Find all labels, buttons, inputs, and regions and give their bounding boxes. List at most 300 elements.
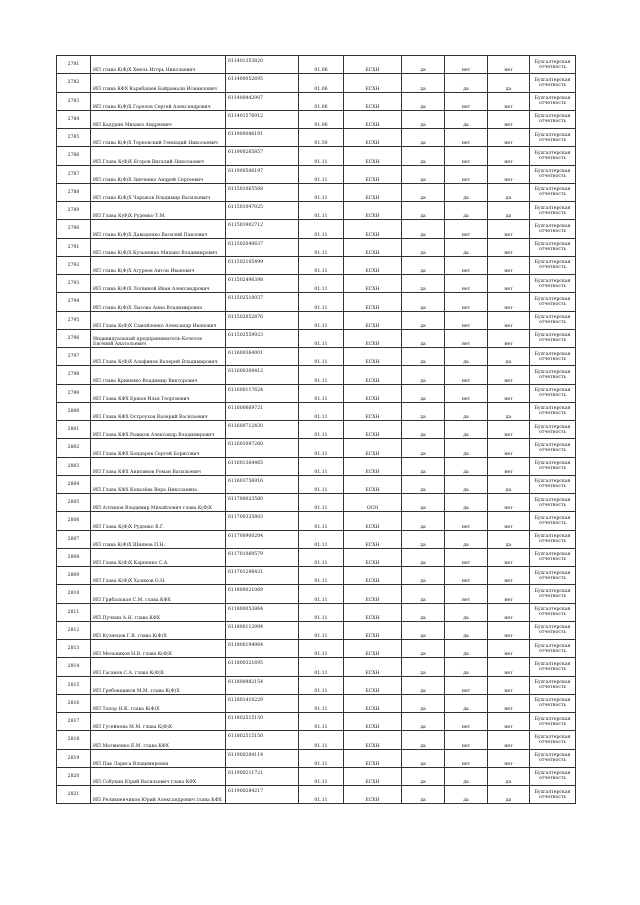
entity-name-cell: ИП глава К(Ф)Х Зинченко Андрей Сергеевич xyxy=(91,165,226,183)
entity-name-cell: ИП глава Кривенко Владимир Викторович xyxy=(91,366,226,384)
flag-3-cell: да xyxy=(488,348,530,366)
inn-number-cell: 611502496398 xyxy=(226,275,299,293)
row-number-cell: 2807 xyxy=(57,530,91,548)
entity-name-cell: ИП глава К(Ф)Х Кузьменко Михаил Владимирович xyxy=(91,238,226,256)
inn-number-cell: 611501065568 xyxy=(226,183,299,201)
row-number-cell: 2802 xyxy=(57,439,91,457)
activity-code-cell: 01.11 xyxy=(299,366,344,384)
inn-number-cell: 611600712430 xyxy=(226,421,299,439)
row-number-cell: 2815 xyxy=(57,676,91,694)
report-type-cell: Бухгалтерская отчетность xyxy=(530,384,576,402)
row-number-cell: 2804 xyxy=(57,475,91,493)
table-row xyxy=(57,767,576,785)
row-number-cell: 2793 xyxy=(57,275,91,293)
row-number-cell: 2819 xyxy=(57,749,91,767)
report-type-cell: Бухгалтерская отчетность xyxy=(530,402,576,420)
flag-2-cell: нет xyxy=(445,129,488,147)
row-number-cell: 2811 xyxy=(57,603,91,621)
flag-2-cell: да xyxy=(445,238,488,256)
table-row xyxy=(57,329,576,347)
inn-number-cell: 611601007260 xyxy=(226,439,299,457)
table-row xyxy=(57,402,576,420)
row-number-cell: 2791 xyxy=(57,238,91,256)
row-number-cell: 2798 xyxy=(57,366,91,384)
flag-2-cell: нет xyxy=(445,92,488,110)
activity-code-cell: 01.11 xyxy=(299,676,344,694)
report-type-cell: Бухгалтерская отчетность xyxy=(530,311,576,329)
flag-3-cell: нет xyxy=(488,676,530,694)
inn-number-cell: 611501047025 xyxy=(226,202,299,220)
flag-1-cell: да xyxy=(402,366,445,384)
flag-1-cell: да xyxy=(402,548,445,566)
report-type-cell: Бухгалтерская отчетность xyxy=(530,585,576,603)
table-row xyxy=(57,56,576,74)
table-row xyxy=(57,421,576,439)
inn-number-cell: 611802515150 xyxy=(226,731,299,749)
entity-name-cell: ИП Глава КФХ Рыжков Александр Владимирович xyxy=(91,421,226,439)
flag-2-cell: да xyxy=(445,402,488,420)
row-number-cell: 2800 xyxy=(57,402,91,420)
flag-2-cell: нет xyxy=(445,676,488,694)
tax-regime-cell: ЕСХН xyxy=(344,92,402,110)
activity-code-cell: 01.11 xyxy=(299,348,344,366)
table-row xyxy=(57,494,576,512)
inn-number-cell: 611502105499 xyxy=(226,256,299,274)
flag-1-cell: да xyxy=(402,238,445,256)
tax-regime-cell: ЕСХН xyxy=(344,658,402,676)
flag-3-cell: нет xyxy=(488,567,530,585)
entity-name-cell: ИП Пучкин А.Н. глава КФХ xyxy=(91,603,226,621)
entity-name-cell: ИП Глава КФХ Ершов Илья Георгиевич xyxy=(91,384,226,402)
flag-2-cell: нет xyxy=(445,585,488,603)
flag-1-cell: да xyxy=(402,512,445,530)
flag-2-cell: да xyxy=(445,767,488,785)
flag-1-cell: да xyxy=(402,56,445,74)
report-type-cell: Бухгалтерская отчетность xyxy=(530,475,576,493)
entity-name-cell: ИП глава К(Ф)Х Лысова Анна Владимировна xyxy=(91,293,226,311)
flag-2-cell: да xyxy=(445,348,488,366)
flag-3-cell: нет xyxy=(488,439,530,457)
row-number-cell: 2813 xyxy=(57,640,91,658)
flag-2-cell: нет xyxy=(445,147,488,165)
tax-regime-cell: ЕСХН xyxy=(344,640,402,658)
table-row xyxy=(57,676,576,694)
row-number-cell: 2801 xyxy=(57,421,91,439)
activity-code-cell: 01.11 xyxy=(299,202,344,220)
activity-code-cell: 01.11 xyxy=(299,475,344,493)
report-type-cell: Бухгалтерская отчетность xyxy=(530,658,576,676)
tax-regime-cell: ЕСХН xyxy=(344,786,402,804)
row-number-cell: 2812 xyxy=(57,621,91,639)
flag-3-cell: нет xyxy=(488,329,530,347)
table-row xyxy=(57,202,576,220)
flag-2-cell: да xyxy=(445,202,488,220)
row-number-cell: 2787 xyxy=(57,165,91,183)
activity-code-cell: 01.11 xyxy=(299,640,344,658)
flag-3-cell: нет xyxy=(488,275,530,293)
entity-name-cell: ИП Матвиенко Е.М. глава КФХ xyxy=(91,731,226,749)
flag-3-cell: нет xyxy=(488,749,530,767)
flag-2-cell: нет xyxy=(445,220,488,238)
row-number-cell: 2781 xyxy=(57,56,91,74)
activity-code-cell: 01.11 xyxy=(299,713,344,731)
tax-regime-cell: ЕСХН xyxy=(344,548,402,566)
tax-regime-cell: ЕСХН xyxy=(344,767,402,785)
flag-1-cell: да xyxy=(402,567,445,585)
tax-regime-cell: ЕСХН xyxy=(344,749,402,767)
flag-3-cell: нет xyxy=(488,311,530,329)
inn-number-cell: 611700023580 xyxy=(226,494,299,512)
tax-regime-cell: ЕСХН xyxy=(344,713,402,731)
inn-number-cell: 611800021069 xyxy=(226,585,299,603)
entity-name-cell: ИП Глава К(Ф)Х Хазиков О.Н. xyxy=(91,567,226,585)
tax-regime-cell: ЕСХН xyxy=(344,439,402,457)
tax-regime-cell: ЕСХН xyxy=(344,56,402,74)
table-row xyxy=(57,275,576,293)
inn-number-cell: 611802515150 xyxy=(226,713,299,731)
flag-2-cell: нет xyxy=(445,366,488,384)
flag-3-cell: да xyxy=(488,767,530,785)
tax-regime-cell: ЕСХН xyxy=(344,348,402,366)
tax-regime-cell: ЕСХН xyxy=(344,293,402,311)
entity-name-cell: ИП Гусейнова М.М. глава К(Ф)Х xyxy=(91,713,226,731)
entity-name-cell: ИП Мельников Н.В. глава К(Ф)Х xyxy=(91,640,226,658)
inn-number-cell: 611401353820 xyxy=(226,56,299,74)
report-type-cell: Бухгалтерская отчетность xyxy=(530,220,576,238)
tax-regime-cell: ОСН xyxy=(344,494,402,512)
report-type-cell: Бухгалтерская отчетность xyxy=(530,92,576,110)
flag-2-cell: нет xyxy=(445,56,488,74)
report-type-cell: Бухгалтерская отчетность xyxy=(530,439,576,457)
flag-1-cell: да xyxy=(402,165,445,183)
row-number-cell: 2786 xyxy=(57,147,91,165)
row-number-cell: 2784 xyxy=(57,110,91,128)
tax-regime-cell: ЕСХН xyxy=(344,567,402,585)
activity-code-cell: 01.06 xyxy=(299,110,344,128)
table-row xyxy=(57,256,576,274)
flag-1-cell: да xyxy=(402,621,445,639)
activity-code-cell: 01.11 xyxy=(299,402,344,420)
inn-number-cell: 611400442907 xyxy=(226,92,299,110)
flag-3-cell: нет xyxy=(488,366,530,384)
flag-1-cell: да xyxy=(402,311,445,329)
row-number-cell: 2797 xyxy=(57,348,91,366)
entity-name-cell: ИП Гребенщиков М.М. глава К(Ф)Х xyxy=(91,676,226,694)
table-row xyxy=(57,475,576,493)
table-row xyxy=(57,311,576,329)
inn-number-cell: 611502510037 xyxy=(226,293,299,311)
flag-3-cell: нет xyxy=(488,603,530,621)
inn-number-cell: 611900265857 xyxy=(226,147,299,165)
table-row xyxy=(57,749,576,767)
row-number-cell: 2817 xyxy=(57,713,91,731)
flag-3-cell: нет xyxy=(488,165,530,183)
flag-2-cell: нет xyxy=(445,275,488,293)
inn-number-cell: 611900086191 xyxy=(226,129,299,147)
report-type-cell: Бухгалтерская отчетность xyxy=(530,767,576,785)
entity-name-cell: ИП Кузнецов Г.В. глава К(Ф)Х xyxy=(91,621,226,639)
tax-regime-cell: ЕСХН xyxy=(344,165,402,183)
flag-1-cell: да xyxy=(402,384,445,402)
flag-3-cell: нет xyxy=(488,512,530,530)
activity-code-cell: 01.11 xyxy=(299,439,344,457)
entity-name-cell: ИП Пак Лариса Владимировна xyxy=(91,749,226,767)
inn-number-cell: 611603756916 xyxy=(226,475,299,493)
table-row xyxy=(57,129,576,147)
flag-3-cell: да xyxy=(488,530,530,548)
row-number-cell: 2818 xyxy=(57,731,91,749)
entity-name-cell: Индивидуальный предприниматель-Кочетов Евгений Анатольевич xyxy=(91,329,226,347)
flag-1-cell: да xyxy=(402,640,445,658)
tax-regime-cell: ЕСХН xyxy=(344,202,402,220)
flag-3-cell: нет xyxy=(488,548,530,566)
flag-2-cell: да xyxy=(445,439,488,457)
table-row xyxy=(57,548,576,566)
tax-regime-cell: ЕСХН xyxy=(344,421,402,439)
report-type-cell: Бухгалтерская отчетность xyxy=(530,731,576,749)
table-row xyxy=(57,348,576,366)
flag-2-cell: да xyxy=(445,786,488,804)
table-row xyxy=(57,530,576,548)
flag-3-cell: нет xyxy=(488,147,530,165)
inn-number-cell: 611701069579 xyxy=(226,548,299,566)
flag-2-cell: да xyxy=(445,475,488,493)
flag-2-cell: да xyxy=(445,183,488,201)
flag-1-cell: да xyxy=(402,402,445,420)
activity-code-cell: 01.11 xyxy=(299,329,344,347)
flag-1-cell: да xyxy=(402,220,445,238)
activity-code-cell: 01.11 xyxy=(299,585,344,603)
entity-name-cell: ИП глава К(Ф)Х Логвиной Иван Александрович xyxy=(91,275,226,293)
flag-1-cell: да xyxy=(402,530,445,548)
tax-regime-cell: ЕСХН xyxy=(344,183,402,201)
flag-3-cell: нет xyxy=(488,421,530,439)
flag-1-cell: да xyxy=(402,74,445,92)
flag-2-cell: да xyxy=(445,603,488,621)
row-number-cell: 2799 xyxy=(57,384,91,402)
tax-regime-cell: ЕСХН xyxy=(344,530,402,548)
report-type-cell: Бухгалтерская отчетность xyxy=(530,238,576,256)
activity-code-cell: 01.06 xyxy=(299,92,344,110)
row-number-cell: 2821 xyxy=(57,786,91,804)
flag-2-cell: нет xyxy=(445,256,488,274)
flag-1-cell: да xyxy=(402,293,445,311)
flag-2-cell: нет xyxy=(445,165,488,183)
activity-code-cell: 01.50 xyxy=(299,129,344,147)
table-row xyxy=(57,439,576,457)
flag-1-cell: да xyxy=(402,348,445,366)
registry-table xyxy=(56,55,576,804)
inn-number-cell: 611601364465 xyxy=(226,457,299,475)
inn-number-cell: 611600117624 xyxy=(226,384,299,402)
tax-regime-cell: ЕСХН xyxy=(344,621,402,639)
flag-1-cell: да xyxy=(402,494,445,512)
tax-regime-cell: ЕСХН xyxy=(344,220,402,238)
row-number-cell: 2789 xyxy=(57,202,91,220)
report-type-cell: Бухгалтерская отчетность xyxy=(530,275,576,293)
row-number-cell: 2794 xyxy=(57,293,91,311)
table-row xyxy=(57,384,576,402)
flag-3-cell: нет xyxy=(488,293,530,311)
activity-code-cell: 01.11 xyxy=(299,311,344,329)
tax-regime-cell: ЕСХН xyxy=(344,147,402,165)
report-type-cell: Бухгалтерская отчетность xyxy=(530,621,576,639)
activity-code-cell: 01.11 xyxy=(299,749,344,767)
row-number-cell: 2785 xyxy=(57,129,91,147)
report-type-cell: Бухгалтерская отчетность xyxy=(530,110,576,128)
activity-code-cell: 01.11 xyxy=(299,238,344,256)
table-row xyxy=(57,366,576,384)
flag-2-cell: нет xyxy=(445,293,488,311)
report-type-cell: Бухгалтерская отчетность xyxy=(530,567,576,585)
inn-number-cell: 611502652876 xyxy=(226,311,299,329)
flag-2-cell: да xyxy=(445,530,488,548)
tax-regime-cell: ЕСХН xyxy=(344,238,402,256)
activity-code-cell: 01.11 xyxy=(299,293,344,311)
report-type-cell: Бухгалтерская отчетность xyxy=(530,694,576,712)
inn-number-cell: 611501902712 xyxy=(226,220,299,238)
flag-3-cell: нет xyxy=(488,110,530,128)
activity-code-cell: 01.11 xyxy=(299,658,344,676)
flag-1-cell: да xyxy=(402,658,445,676)
table-row xyxy=(57,74,576,92)
tax-regime-cell: ЕСХН xyxy=(344,329,402,347)
table-row xyxy=(57,165,576,183)
entity-name-cell: ИП глава К(Ф)Х Хмель Игорь Николаевич xyxy=(91,56,226,74)
report-type-cell: Бухгалтерская отчетность xyxy=(530,74,576,92)
flag-1-cell: да xyxy=(402,767,445,785)
inn-number-cell: 611800321695 xyxy=(226,658,299,676)
flag-1-cell: да xyxy=(402,147,445,165)
entity-name-cell: ИП Глава КФХ Остроухов Валерий Васильевич xyxy=(91,402,226,420)
entity-name-cell: ИП Глава К(Ф)Х Алафинов Валерий Владимирович xyxy=(91,348,226,366)
flag-3-cell: нет xyxy=(488,92,530,110)
report-type-cell: Бухгалтерская отчетность xyxy=(530,366,576,384)
flag-2-cell: нет xyxy=(445,329,488,347)
tax-regime-cell: ЕСХН xyxy=(344,731,402,749)
report-type-cell: Бухгалтерская отчетность xyxy=(530,129,576,147)
flag-3-cell: нет xyxy=(488,731,530,749)
flag-1-cell: да xyxy=(402,202,445,220)
inn-number-cell: 611401576912 xyxy=(226,110,299,128)
table-row xyxy=(57,457,576,475)
report-type-cell: Бухгалтерская отчетность xyxy=(530,494,576,512)
flag-1-cell: да xyxy=(402,439,445,457)
row-number-cell: 2795 xyxy=(57,311,91,329)
flag-2-cell: да xyxy=(445,110,488,128)
tax-regime-cell: ЕСХН xyxy=(344,603,402,621)
flag-1-cell: да xyxy=(402,129,445,147)
flag-3-cell: нет xyxy=(488,621,530,639)
flag-2-cell: нет xyxy=(445,713,488,731)
entity-name-cell: ИП Глава К(Ф)Х Руденко В.Г. xyxy=(91,512,226,530)
entity-name-cell: ИП глава К(Ф)Х Горелов Сергей Александрович xyxy=(91,92,226,110)
row-number-cell: 2816 xyxy=(57,694,91,712)
activity-code-cell: 01.11 xyxy=(299,183,344,201)
row-number-cell: 2814 xyxy=(57,658,91,676)
entity-name-cell: ИП глава К(Ф)Х Чарыков Владимир Васильевич xyxy=(91,183,226,201)
entity-name-cell: ИП Глава КФХ Анисимов Роман Васильевич xyxy=(91,457,226,475)
table-row xyxy=(57,220,576,238)
tax-regime-cell: ЕСХН xyxy=(344,275,402,293)
entity-name-cell: ИП Глава К(Ф)Х Самойленко Александр Иванович xyxy=(91,311,226,329)
flag-1-cell: да xyxy=(402,603,445,621)
activity-code-cell: 01.11 xyxy=(299,220,344,238)
activity-code-cell: 01.11 xyxy=(299,548,344,566)
report-type-cell: Бухгалтерская отчетность xyxy=(530,786,576,804)
flag-3-cell: да xyxy=(488,202,530,220)
report-type-cell: Бухгалтерская отчетность xyxy=(530,293,576,311)
tax-regime-cell: ЕСХН xyxy=(344,129,402,147)
activity-code-cell: 01.11 xyxy=(299,530,344,548)
flag-1-cell: да xyxy=(402,329,445,347)
flag-2-cell: да xyxy=(445,494,488,512)
row-number-cell: 2788 xyxy=(57,183,91,201)
activity-code-cell: 01.06 xyxy=(299,74,344,92)
entity-name-cell: ИП Глава К(Ф)Х Егоров Виталий Николаевич xyxy=(91,147,226,165)
flag-3-cell: да xyxy=(488,183,530,201)
activity-code-cell: 01.11 xyxy=(299,421,344,439)
flag-3-cell: нет xyxy=(488,129,530,147)
flag-3-cell: нет xyxy=(488,640,530,658)
inn-number-cell: 611502559923 xyxy=(226,329,299,347)
entity-name-cell: ИП глава К(Ф)Х Шиянов П.Н. xyxy=(91,530,226,548)
table-row xyxy=(57,603,576,621)
flag-1-cell: да xyxy=(402,731,445,749)
table-row xyxy=(57,694,576,712)
table-row xyxy=(57,147,576,165)
report-type-cell: Бухгалтерская отчетность xyxy=(530,713,576,731)
inn-number-cell: 611800982154 xyxy=(226,676,299,694)
entity-name-cell: ИП глава КФХ Карабашев Байрамали Исмаилович xyxy=(91,74,226,92)
entity-name-cell: ИП глава К(Ф)Х Давыденко Василий Павлович xyxy=(91,220,226,238)
row-number-cell: 2792 xyxy=(57,256,91,274)
table-row xyxy=(57,621,576,639)
inn-number-cell: 611700900204 xyxy=(226,530,299,548)
report-type-cell: Бухгалтерская отчетность xyxy=(530,603,576,621)
report-type-cell: Бухгалтерская отчетность xyxy=(530,530,576,548)
inn-number-cell: 611900284217 xyxy=(226,786,299,804)
report-type-cell: Бухгалтерская отчетность xyxy=(530,329,576,347)
flag-3-cell: нет xyxy=(488,384,530,402)
flag-3-cell: да xyxy=(488,786,530,804)
activity-code-cell: 01.06 xyxy=(299,56,344,74)
inn-number-cell: 611400052695 xyxy=(226,74,299,92)
activity-code-cell: 01.11 xyxy=(299,256,344,274)
table-row xyxy=(57,585,576,603)
entity-name-cell: ИП глава К(Ф)Х Агуреев Антон Иванович xyxy=(91,256,226,274)
tax-regime-cell: ЕСХН xyxy=(344,475,402,493)
table-row xyxy=(57,238,576,256)
activity-code-cell: 01.11 xyxy=(299,621,344,639)
activity-code-cell: 01.11 xyxy=(299,603,344,621)
entity-name-cell: ИП Кадурин Михаил Андреевич xyxy=(91,110,226,128)
report-type-cell: Бухгалтерская отчетность xyxy=(530,512,576,530)
entity-name-cell: ИП Глава К(Ф)Х Руденко Т.М. xyxy=(91,202,226,220)
inn-number-cell: 611701298431 xyxy=(226,567,299,585)
report-type-cell: Бухгалтерская отчетность xyxy=(530,56,576,74)
entity-name-cell: ИП глава К(Ф)Х Терновский Геннадий Николаевич xyxy=(91,129,226,147)
flag-3-cell: нет xyxy=(488,658,530,676)
flag-2-cell: да xyxy=(445,74,488,92)
inn-number-cell: 611700335803 xyxy=(226,512,299,530)
row-number-cell: 2783 xyxy=(57,92,91,110)
inn-number-cell: 611900506197 xyxy=(226,165,299,183)
row-number-cell: 2796 xyxy=(57,329,91,347)
entity-name-cell: ИП Топор Н.К. глава К(Ф)Х xyxy=(91,694,226,712)
flag-3-cell: да xyxy=(488,402,530,420)
report-type-cell: Бухгалтерская отчетность xyxy=(530,348,576,366)
